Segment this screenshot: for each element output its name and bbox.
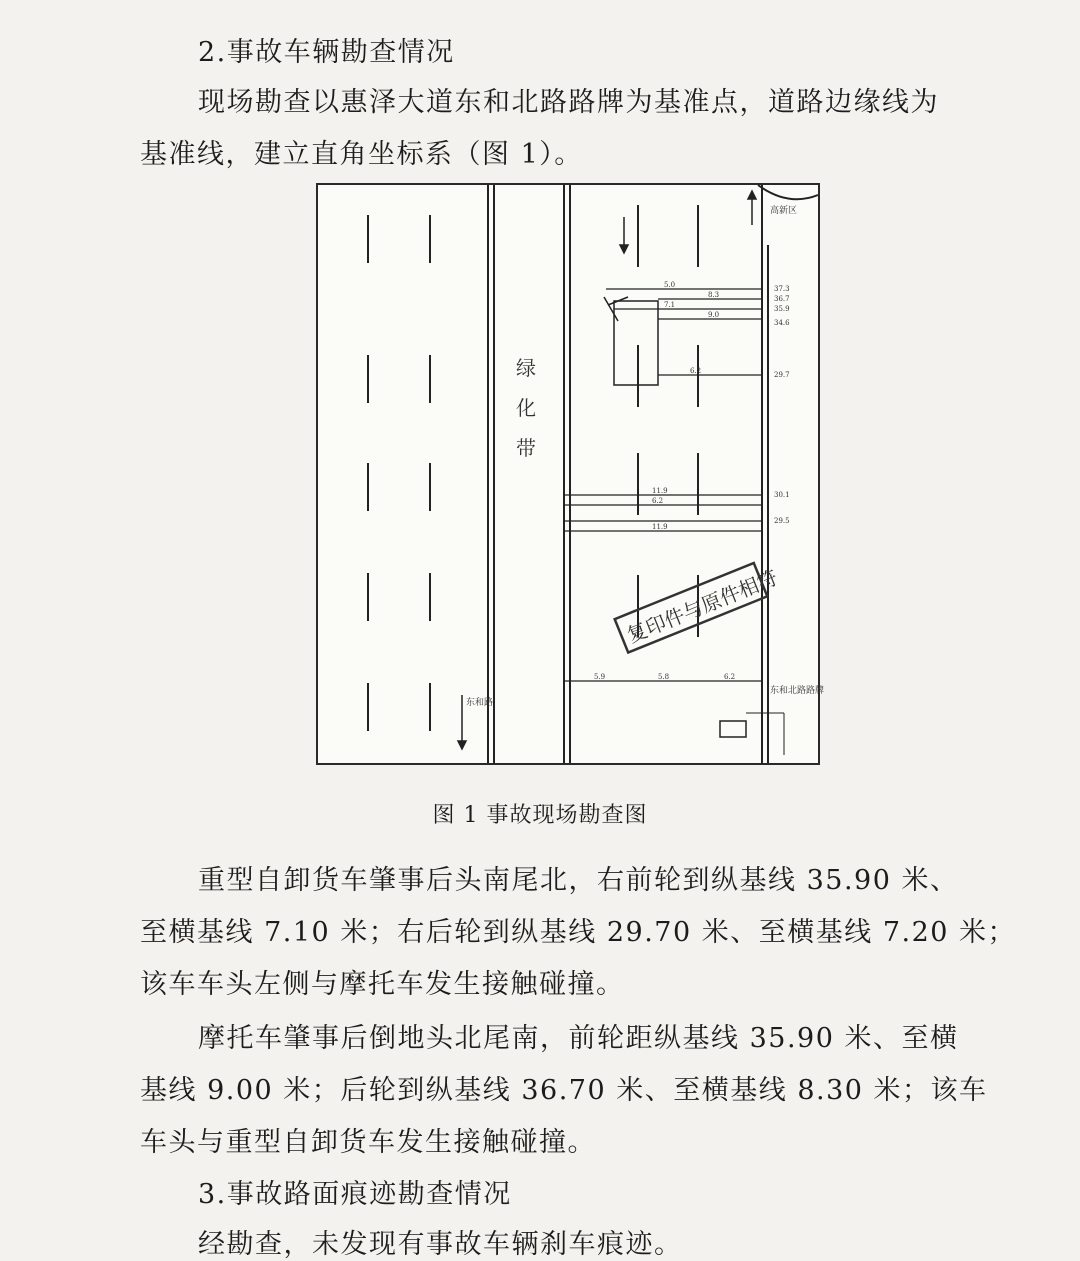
measure-label: 36.7 [774,295,790,303]
accident-scene-diagram [316,183,825,765]
green-belt-char: 带 [516,436,536,460]
measure-label: 8.3 [708,291,720,299]
measure-label: 5.9 [594,673,606,681]
section-heading: 2.事故车辆勘查情况 [198,37,455,68]
stamp-text: 复印件与原件相符 [623,565,781,648]
green-belt-char: 化 [516,396,536,420]
north-road-label: 高新区 [770,206,798,216]
measure-label: 5.8 [658,673,670,681]
figure-caption: 图 1 事故现场勘查图 [432,803,648,828]
signpost-label: 东和北路路牌 [770,686,825,696]
measure-label: 5.0 [664,281,676,289]
measure-label: 11.9 [652,523,668,531]
paragraph-line: 摩托车肇事后倒地头北尾南，前轮距纵基线 35.90 米、至横 [198,1023,959,1054]
paragraph-line: 至横基线 7.10 米；右后轮到纵基线 29.70 米、至横基线 7.20 米； [140,917,1017,948]
measure-label: 34.6 [774,319,790,327]
certified-copy-stamp [615,557,782,653]
measure-label: 6.2 [724,673,736,681]
measure-label: 9.0 [708,311,720,319]
measure-label: 30.1 [774,491,790,499]
measure-label: 11.9 [652,487,668,495]
measure-label: 37.3 [774,285,790,293]
paragraph-line: 基准线，建立直角坐标系（图 1）。 [140,139,583,170]
paragraph-line: 现场勘查以惠泽大道东和北路路牌为基准点，道路边缘线为 [198,87,939,118]
measure-label: 6.2 [690,367,702,375]
south-road-label: 东和路 [466,698,494,708]
paragraph-line: 基线 9.00 米；后轮到纵基线 36.70 米、至横基线 8.30 米；该车 [140,1075,988,1106]
paragraph-line: 车头与重型自卸货车发生接触碰撞。 [140,1127,596,1158]
paragraph-line: 经勘查，未发现有事故车辆刹车痕迹。 [198,1229,683,1260]
diagram-svg [318,185,825,763]
green-belt-char: 绿 [516,356,536,380]
measure-label: 6.2 [652,497,664,505]
measure-label: 7.1 [664,301,676,309]
paragraph-line: 重型自卸货车肇事后头南尾北，右前轮到纵基线 35.90 米、 [198,865,959,896]
paragraph-line: 该车车头左侧与摩托车发生接触碰撞。 [140,969,625,1000]
measure-label: 35.9 [774,305,790,313]
measure-label: 29.5 [774,517,790,525]
section-heading: 3.事故路面痕迹勘查情况 [198,1179,512,1210]
measure-label: 29.7 [774,371,790,379]
